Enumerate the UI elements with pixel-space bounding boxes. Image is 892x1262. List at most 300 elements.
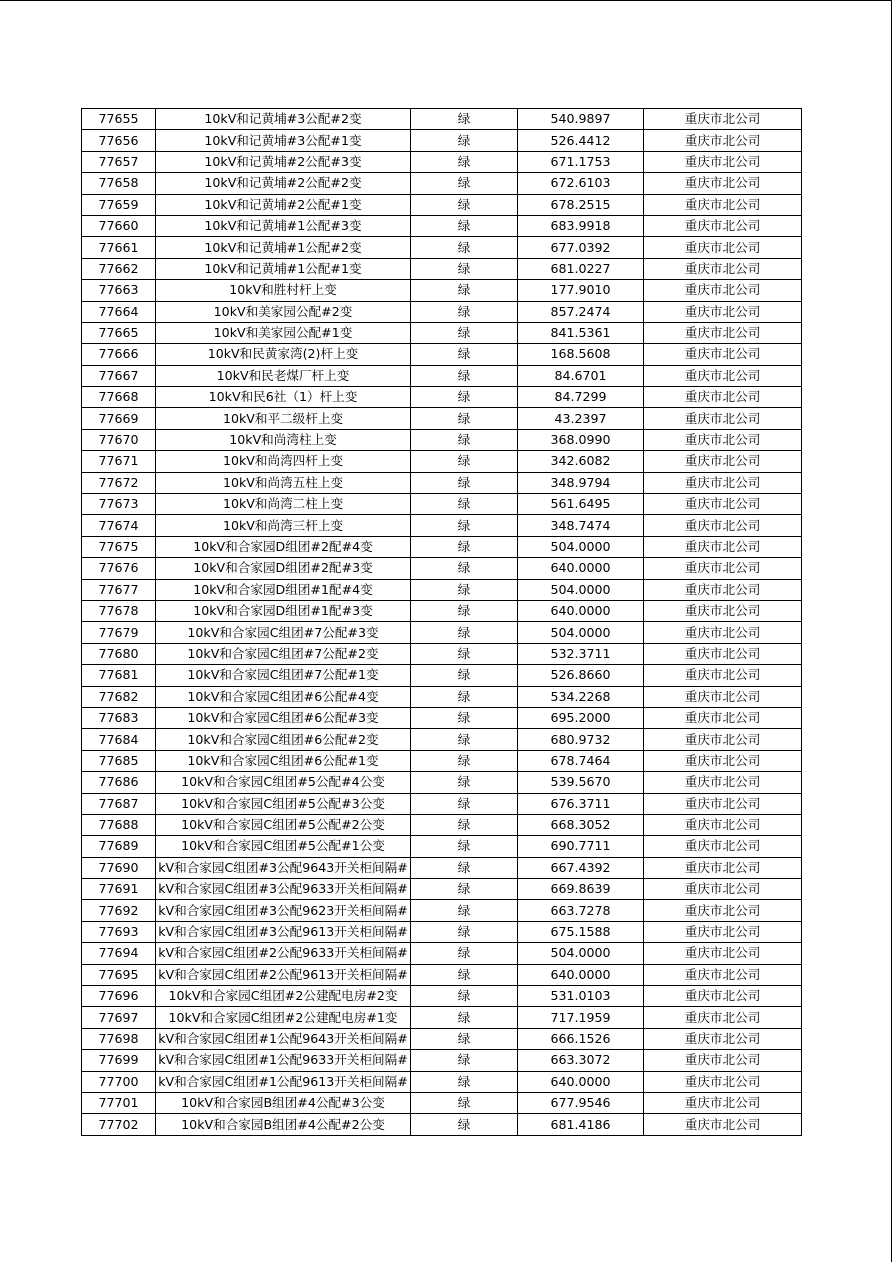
cell-color	[411, 772, 518, 793]
cell-color-text: 绿	[457, 453, 471, 469]
table-row	[82, 429, 802, 450]
cell-color	[411, 215, 518, 236]
cell-id-text: 77702	[98, 1116, 139, 1132]
cell-name-text: 10kV和尚湾四杆上变	[222, 453, 344, 469]
cell-company	[644, 1071, 802, 1092]
cell-value	[518, 344, 644, 365]
cell-name-text: 10kV和合家园C组团#5公配#4公变	[181, 774, 385, 790]
cell-value-text: 663.7278	[550, 902, 611, 918]
cell-color	[411, 600, 518, 621]
cell-id	[82, 1092, 156, 1113]
cell-name-text: 10kV和尚湾柱上变	[229, 432, 337, 448]
cell-company	[644, 365, 802, 386]
cell-name	[156, 600, 411, 621]
cell-name-text: 10kV和记黄埔#3公配#2变	[204, 111, 362, 127]
cell-value	[518, 280, 644, 301]
cell-value-text: 504.0000	[550, 539, 611, 554]
cell-name-text: 10kV和平二级杆上变	[222, 410, 344, 426]
table-row	[82, 301, 802, 322]
cell-value	[518, 536, 644, 557]
cell-company	[644, 793, 802, 814]
cell-color	[411, 814, 518, 835]
cell-name-text: 10kV和合家园C组团#2公建配电房#1变	[168, 1009, 398, 1025]
cell-name-text: kV和合家园C组团#3公配9613开关柜间隔#	[158, 924, 408, 940]
cell-color	[411, 1071, 518, 1092]
table-row	[82, 451, 802, 472]
cell-company-text: 重庆市北公司	[684, 260, 761, 276]
table-row	[82, 879, 802, 900]
cell-color	[411, 1028, 518, 1049]
cell-company	[644, 536, 802, 557]
cell-company	[644, 194, 802, 215]
cell-id	[82, 836, 156, 857]
cell-value-text: 681.0227	[550, 260, 611, 276]
cell-name-text: 10kV和记黄埔#1公配#1变	[204, 260, 362, 276]
cell-id	[82, 408, 156, 429]
cell-value-text: 342.6082	[550, 453, 611, 469]
cell-value	[518, 151, 644, 172]
cell-id	[82, 707, 156, 728]
cell-color	[411, 109, 518, 130]
cell-id-text: 77656	[98, 132, 139, 148]
cell-company	[644, 814, 802, 835]
cell-id-text: 77698	[98, 1030, 139, 1046]
cell-id	[82, 301, 156, 322]
cell-name	[156, 387, 411, 408]
cell-id	[82, 814, 156, 835]
cell-id-text: 77673	[98, 496, 139, 512]
cell-name	[156, 879, 411, 900]
table-row	[82, 494, 802, 515]
cell-company-text: 重庆市北公司	[684, 303, 761, 319]
table-row	[82, 600, 802, 621]
cell-company-text: 重庆市北公司	[684, 1009, 761, 1025]
cell-id-text: 77693	[98, 924, 139, 940]
cell-company-text: 重庆市北公司	[684, 902, 761, 918]
cell-name-text: 10kV和记黄埔#3公配#1变	[204, 132, 362, 148]
cell-value-text: 348.9794	[550, 474, 611, 490]
cell-company-text: 重庆市北公司	[684, 774, 761, 790]
cell-id-text: 77671	[98, 453, 139, 469]
cell-id	[82, 387, 156, 408]
cell-id-text: 77660	[98, 218, 139, 234]
cell-value	[518, 686, 644, 707]
cell-value-text: 640.0000	[550, 560, 611, 576]
cell-value-text: 168.5608	[550, 346, 611, 362]
cell-company-text: 重庆市北公司	[684, 624, 761, 640]
cell-id	[82, 173, 156, 194]
cell-color-text: 绿	[457, 1052, 471, 1068]
cell-company	[644, 215, 802, 236]
cell-name-text: 10kV和合家园C组团#7公配#3变	[187, 624, 379, 640]
cell-company-text: 重庆市北公司	[684, 410, 761, 426]
table-row	[82, 986, 802, 1007]
cell-color-text: 绿	[457, 410, 471, 426]
cell-name-text: 10kV和记黄埔#1公配#2变	[204, 239, 362, 255]
cell-company-text: 重庆市北公司	[684, 1052, 761, 1068]
cell-name-text: 10kV和合家园C组团#6公配#2变	[187, 731, 379, 747]
table-row	[82, 408, 802, 429]
cell-company-text: 重庆市北公司	[684, 325, 761, 341]
cell-id	[82, 622, 156, 643]
cell-company	[644, 472, 802, 493]
cell-name	[156, 237, 411, 258]
cell-company-text: 重庆市北公司	[684, 517, 761, 533]
cell-id-text: 77695	[98, 966, 139, 982]
cell-color	[411, 943, 518, 964]
cell-value-text: 857.2474	[550, 303, 611, 319]
cell-color-text: 绿	[457, 710, 471, 726]
table-row	[82, 151, 802, 172]
cell-name	[156, 921, 411, 942]
cell-color-text: 绿	[457, 966, 471, 982]
cell-color-text: 绿	[457, 774, 471, 790]
table-row	[82, 943, 802, 964]
cell-value	[518, 451, 644, 472]
cell-id-text: 77700	[98, 1073, 139, 1089]
cell-name-text: 10kV和合家园B组团#4公配#2公变	[181, 1116, 385, 1132]
cell-id	[82, 793, 156, 814]
cell-value-text: 561.6495	[550, 496, 611, 512]
cell-color-text: 绿	[457, 539, 471, 554]
cell-company-text: 重庆市北公司	[684, 859, 761, 875]
cell-color	[411, 494, 518, 515]
cell-value-text: 717.1959	[550, 1009, 611, 1025]
cell-id-text: 77690	[98, 859, 139, 875]
cell-color	[411, 1050, 518, 1071]
cell-color-text: 绿	[457, 282, 471, 298]
cell-color-text: 绿	[457, 988, 471, 1004]
cell-color	[411, 1007, 518, 1028]
table-row	[82, 750, 802, 771]
cell-name	[156, 1092, 411, 1113]
cell-value	[518, 707, 644, 728]
table-row	[82, 1050, 802, 1071]
cell-color	[411, 857, 518, 878]
cell-id-text: 77658	[98, 175, 139, 191]
table-row	[82, 536, 802, 557]
cell-value	[518, 194, 644, 215]
cell-company-text: 重庆市北公司	[684, 496, 761, 512]
cell-value	[518, 836, 644, 857]
cell-company-text: 重庆市北公司	[684, 111, 761, 127]
cell-id-text: 77696	[98, 988, 139, 1004]
cell-id	[82, 451, 156, 472]
cell-name-text: 10kV和合家园C组团#6公配#4变	[187, 688, 379, 704]
cell-id-text: 77692	[98, 902, 139, 918]
cell-company	[644, 408, 802, 429]
cell-name	[156, 429, 411, 450]
cell-company	[644, 921, 802, 942]
cell-id-text: 77688	[98, 817, 139, 833]
cell-company	[644, 322, 802, 343]
cell-id	[82, 515, 156, 536]
cell-color	[411, 515, 518, 536]
cell-company-text: 重庆市北公司	[684, 838, 761, 854]
cell-color	[411, 280, 518, 301]
cell-company	[644, 900, 802, 921]
cell-name-text: kV和合家园C组团#3公配9623开关柜间隔#	[158, 902, 408, 918]
cell-value-text: 675.1588	[550, 924, 611, 940]
cell-value	[518, 643, 644, 664]
cell-name-text: 10kV和美家园公配#1变	[213, 325, 353, 341]
cell-name-text: 10kV和记黄埔#1公配#3变	[204, 218, 362, 234]
cell-name-text: 10kV和合家园D组团#2配#3变	[193, 560, 373, 576]
table-row	[82, 772, 802, 793]
cell-name	[156, 365, 411, 386]
cell-company	[644, 558, 802, 579]
cell-id-text: 77662	[98, 260, 139, 276]
cell-value-text: 504.0000	[550, 624, 611, 640]
cell-id	[82, 280, 156, 301]
cell-name	[156, 793, 411, 814]
table-row	[82, 857, 802, 878]
cell-value	[518, 1028, 644, 1049]
cell-company	[644, 344, 802, 365]
cell-company-text: 重庆市北公司	[684, 688, 761, 704]
cell-company	[644, 1007, 802, 1028]
cell-color	[411, 707, 518, 728]
cell-color	[411, 387, 518, 408]
cell-color-text: 绿	[457, 624, 471, 640]
cell-name	[156, 686, 411, 707]
cell-color-text: 绿	[457, 688, 471, 704]
cell-id	[82, 643, 156, 664]
cell-company	[644, 665, 802, 686]
cell-value	[518, 173, 644, 194]
cell-company	[644, 1092, 802, 1113]
cell-color	[411, 258, 518, 279]
cell-value-text: 669.8639	[550, 881, 611, 897]
cell-value	[518, 429, 644, 450]
cell-value	[518, 365, 644, 386]
cell-id	[82, 237, 156, 258]
cell-name-text: 10kV和尚湾三杆上变	[222, 517, 344, 533]
cell-id	[82, 579, 156, 600]
cell-name	[156, 130, 411, 151]
cell-name-text: 10kV和合家园D组团#1配#4变	[193, 581, 373, 597]
cell-name-text: 10kV和合家园C组团#2公建配电房#2变	[168, 988, 398, 1004]
cell-color-text: 绿	[457, 517, 471, 533]
cell-value-text: 678.2515	[550, 196, 611, 212]
cell-name	[156, 857, 411, 878]
cell-id-text: 77686	[98, 774, 139, 790]
cell-id-text: 77675	[98, 539, 139, 554]
cell-id	[82, 772, 156, 793]
cell-value	[518, 1007, 644, 1028]
table-row	[82, 1071, 802, 1092]
cell-name-text: kV和合家园C组团#3公配9633开关柜间隔#	[158, 881, 408, 897]
cell-value-text: 84.7299	[554, 389, 607, 405]
cell-company-text: 重庆市北公司	[684, 817, 761, 833]
cell-name	[156, 750, 411, 771]
cell-id-text: 77694	[98, 945, 139, 961]
table-row	[82, 622, 802, 643]
cell-company-text: 重庆市北公司	[684, 924, 761, 940]
cell-name	[156, 301, 411, 322]
cell-name-text: kV和合家园C组团#2公配9613开关柜间隔#	[158, 966, 408, 982]
cell-color-text: 绿	[457, 218, 471, 234]
cell-value-text: 640.0000	[550, 603, 611, 619]
cell-name-text: 10kV和合家园C组团#7公配#2变	[187, 645, 379, 661]
cell-name	[156, 1050, 411, 1071]
cell-id	[82, 921, 156, 942]
cell-value-text: 640.0000	[550, 966, 611, 982]
cell-color-text: 绿	[457, 838, 471, 854]
cell-name	[156, 1114, 411, 1135]
cell-company-text: 重庆市北公司	[684, 218, 761, 234]
cell-id-text: 77685	[98, 752, 139, 768]
cell-name	[156, 707, 411, 728]
cell-company	[644, 280, 802, 301]
cell-value-text: 668.3052	[550, 817, 611, 833]
cell-name	[156, 900, 411, 921]
cell-name	[156, 964, 411, 985]
cell-company-text: 重庆市北公司	[684, 1116, 761, 1132]
cell-company	[644, 1050, 802, 1071]
cell-company	[644, 451, 802, 472]
cell-id-text: 77667	[98, 367, 139, 383]
cell-id	[82, 879, 156, 900]
cell-color	[411, 1092, 518, 1113]
cell-value	[518, 472, 644, 493]
table-row	[82, 686, 802, 707]
cell-company	[644, 857, 802, 878]
cell-value	[518, 258, 644, 279]
table-row	[82, 1007, 802, 1028]
table-row	[82, 322, 802, 343]
cell-id-text: 77657	[98, 153, 139, 169]
cell-id	[82, 729, 156, 750]
cell-company	[644, 494, 802, 515]
cell-id-text: 77676	[98, 560, 139, 576]
cell-id	[82, 943, 156, 964]
cell-value-text: 677.9546	[550, 1095, 611, 1111]
cell-color-text: 绿	[457, 945, 471, 961]
cell-id	[82, 258, 156, 279]
cell-color	[411, 301, 518, 322]
cell-company	[644, 151, 802, 172]
cell-id	[82, 494, 156, 515]
cell-company-text: 重庆市北公司	[684, 881, 761, 897]
cell-name	[156, 943, 411, 964]
cell-value	[518, 408, 644, 429]
cell-company-text: 重庆市北公司	[684, 132, 761, 148]
cell-id	[82, 964, 156, 985]
cell-color	[411, 322, 518, 343]
cell-company	[644, 943, 802, 964]
cell-color-text: 绿	[457, 581, 471, 597]
cell-value-text: 680.9732	[550, 731, 611, 747]
cell-color	[411, 1114, 518, 1135]
cell-company	[644, 301, 802, 322]
cell-company-text: 重庆市北公司	[684, 1030, 761, 1046]
cell-color-text: 绿	[457, 389, 471, 405]
cell-color	[411, 836, 518, 857]
table-row	[82, 472, 802, 493]
table-row	[82, 387, 802, 408]
cell-name	[156, 322, 411, 343]
cell-value-text: 677.0392	[550, 239, 611, 255]
cell-color-text: 绿	[457, 645, 471, 661]
table-row	[82, 793, 802, 814]
cell-value-text: 690.7711	[550, 838, 611, 854]
cell-value-text: 667.4392	[550, 859, 611, 875]
cell-value	[518, 964, 644, 985]
cell-color-text: 绿	[457, 496, 471, 512]
cell-name-text: kV和合家园C组团#3公配9643开关柜间隔#	[158, 859, 408, 875]
cell-value	[518, 986, 644, 1007]
cell-color-text: 绿	[457, 1030, 471, 1046]
table-row	[82, 665, 802, 686]
cell-value	[518, 921, 644, 942]
cell-color	[411, 793, 518, 814]
cell-company-text: 重庆市北公司	[684, 945, 761, 961]
cell-value	[518, 1071, 644, 1092]
cell-color-text: 绿	[457, 474, 471, 490]
cell-id	[82, 429, 156, 450]
cell-company	[644, 1114, 802, 1135]
cell-value	[518, 665, 644, 686]
table-row	[82, 1114, 802, 1135]
cell-color	[411, 151, 518, 172]
table-row	[82, 258, 802, 279]
cell-id-text: 77682	[98, 688, 139, 704]
cell-name	[156, 494, 411, 515]
cell-color	[411, 643, 518, 664]
cell-id-text: 77699	[98, 1052, 139, 1068]
cell-id	[82, 344, 156, 365]
cell-id	[82, 536, 156, 557]
cell-id	[82, 1071, 156, 1092]
cell-color-text: 绿	[457, 859, 471, 875]
cell-color-text: 绿	[457, 1073, 471, 1089]
cell-color	[411, 964, 518, 985]
page-top-border	[0, 0, 892, 1]
cell-color	[411, 173, 518, 194]
table-row	[82, 558, 802, 579]
table-row	[82, 1028, 802, 1049]
cell-value-text: 531.0103	[550, 988, 611, 1004]
cell-name	[156, 194, 411, 215]
cell-color-text: 绿	[457, 1116, 471, 1132]
cell-color	[411, 472, 518, 493]
table-row	[82, 900, 802, 921]
table-row	[82, 365, 802, 386]
cell-company	[644, 707, 802, 728]
cell-company	[644, 729, 802, 750]
cell-color-text: 绿	[457, 175, 471, 191]
cell-value	[518, 387, 644, 408]
cell-company-text: 重庆市北公司	[684, 581, 761, 597]
cell-name	[156, 173, 411, 194]
cell-id	[82, 322, 156, 343]
table-row	[82, 921, 802, 942]
cell-color	[411, 665, 518, 686]
cell-value	[518, 750, 644, 771]
cell-name-text: 10kV和合家园D组团#1配#3变	[193, 603, 373, 619]
cell-color-text: 绿	[457, 196, 471, 212]
cell-color	[411, 622, 518, 643]
cell-value	[518, 900, 644, 921]
cell-company	[644, 109, 802, 130]
cell-value	[518, 857, 644, 878]
cell-color-text: 绿	[457, 132, 471, 148]
table-row	[82, 130, 802, 151]
cell-value	[518, 1092, 644, 1113]
cell-value-text: 841.5361	[550, 325, 611, 341]
cell-value-text: 504.0000	[550, 945, 611, 961]
